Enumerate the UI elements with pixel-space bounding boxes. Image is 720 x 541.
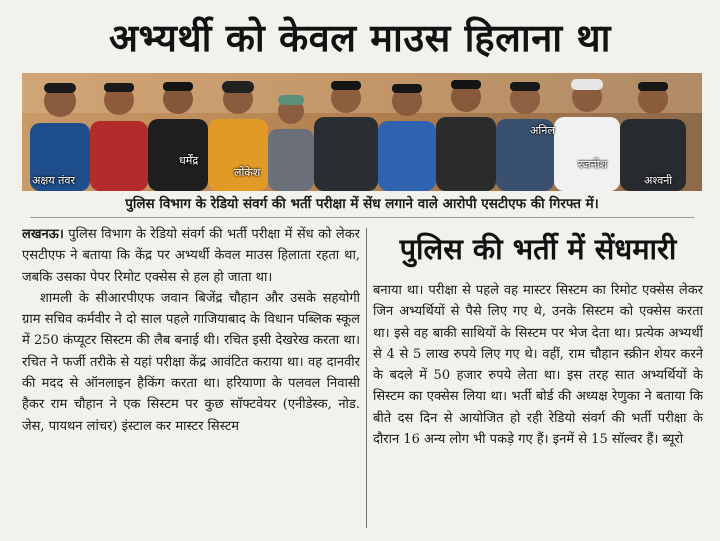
dateline: लखनऊ। [22,227,64,242]
article-paragraph: बनाया था। परीक्षा से पहले वह मास्टर सिस्टम का रिमोट एक्सेस लेकर जिन अभ्यर्थियों से पैसे लिए गए थे, उनके सिस्टम को एक्सेस करता था। इसे वह बाकी साथियों के सिस्टम पर भेज देता था। प्रत्येक अभ्यर्थी से 4 से 5 लाख रुपये लिए गए थे। वहीं, राम चौहान स्क्रीन शेयर करने के बदले में 50 हजार रुपये लेता था। इस तरह सात अभ्यर्थियों के सिस्टम का एक्सेस लिया था। भर्ती बोर्ड की अध्यक्ष रेणुका ने बताया कि बीते दस दिन से आयोजित हो रही रेडियो संवर्ग की भर्ती परीक्षा के दौरान 16 अन्य लोग भी पकड़े गए हैं। इनमें से 15 सॉल्वर हैं। ब्यूरो [373,283,703,448]
name-tag-dharmendra: धर्मेंद्र [179,154,199,167]
article-right-column [373,280,703,535]
name-tag-ashwani: अश्वनी [644,174,673,187]
sub-headline: पुलिस की भर्ती में सेंधमारी [399,232,677,266]
column-divider [366,228,367,528]
name-tag-anil: अनिल [530,124,555,137]
photo-caption: पुलिस विभाग के रेडियो संवर्ग की भर्ती परीक्षा में सेंध लगाने वाले आरोपी एसटीएफ की गिरफ्त में। [30,191,694,218]
name-tag-lokesh: लोकेश [234,166,261,179]
arrested-accused-photo [22,73,702,191]
name-tag-rajneesh: रजनीश [578,158,608,171]
article-paragraph [22,288,360,437]
paragraph-text: शामली के सीआरपीएफ जवान बिजेंद्र चौहान और उसके सहयोगी ग्राम सचिव कर्मवीर ने दो साल पहले गाजियाबाद के विधान पब्लिक स्कूल में 250 कंप्यूटर सिस्टम की लैब बनाई थी। रचित इसी देखरेख करता था। रचित ने फर्जी तरीके से यहां परीक्षा केंद्र आवंटित कराया था। वह दानवीर की मदद से ऑनलाइन हैकिंग करता था। हरियाणा के पलवल निवासी हैकर राम चौहान ने एक सिस्टम पर कुछ सॉफ्टवेयर (एनीडेस्क, नोड. जेस, पायथन लांचर) इंस्टाल कर मास्टर सिस्टम [22,290,360,434]
article-paragraph [22,224,360,288]
headline: अभ्यर्थी को केवल माउस हिलाना था [108,16,611,60]
name-tag-akshay: अक्षय तंवर [32,174,76,187]
paragraph-text: पुलिस विभाग के रेडियो संवर्ग की भर्ती परीक्षा में सेंध को लेकर एसटीएफ ने बताया कि केंद्र पर अभ्यर्थी केवल माउस हिलाता रहता था, जबकि उसका पेपर रिमोट एक्सेस से हल हो जाता था। [22,227,360,285]
article-left-column [22,224,360,534]
group-photo-illustration [22,73,702,191]
